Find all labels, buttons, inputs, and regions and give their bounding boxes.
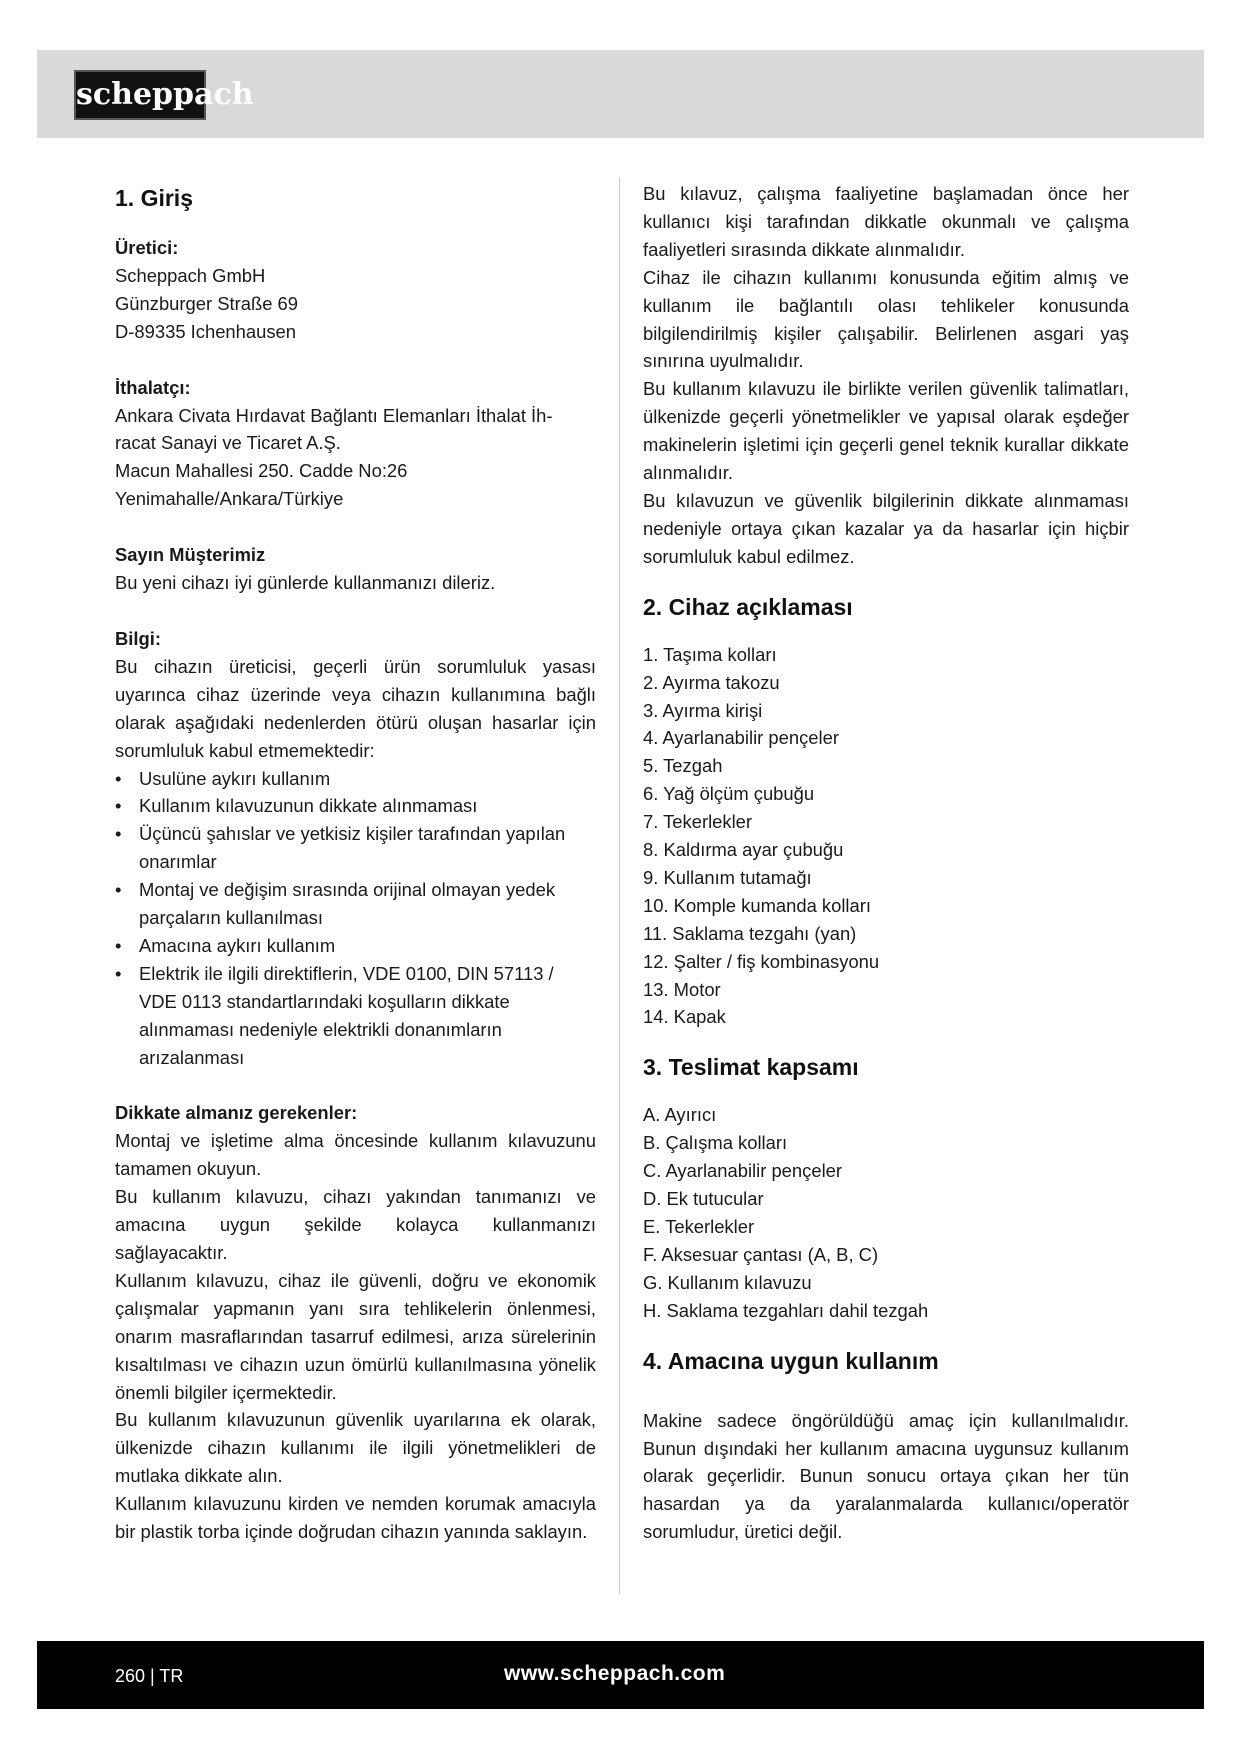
section-2-title: 2. Cihaz açıklaması <box>643 593 853 620</box>
manufacturer-label: Üretici: <box>115 237 179 258</box>
importer-line: Ankara Civata Hırdavat Bağlantı Elemanları İthalat İh- <box>115 404 553 426</box>
intro-paragraph: Bu kılavuzun ve güvenlik bilgilerinin dikkate alınmaması nedeniyle ortaya çıkan kazalar ya da hasarlar için hiçbir sorumluluk kabul edilmez. <box>643 489 1129 567</box>
list-item: C. Ayarlanabilir pençeler <box>643 1160 843 1182</box>
importer-line: Macun Mahallesi 250. Cadde No:26 <box>115 460 408 482</box>
notes-paragraph: Bu kullanım kılavuzunun güvenlik uyarılarına ek olarak, ülkenizde cihazın kullanımı ile ilgili yönetmelikleri de mutlaka dikkate alın. <box>115 1409 596 1487</box>
website-link[interactable]: www.scheppach.com <box>504 1662 726 1685</box>
manufacturer-line: D-89335 Ichenhausen <box>115 320 296 342</box>
list-item: 14. Kapak <box>643 1006 726 1028</box>
list-item: 3. Ayırma kirişi <box>643 699 763 721</box>
notes-paragraph: Kullanım kılavuzu, cihaz ile güvenli, doğru ve ekonomik çalışmalar yapmanın yanı sıra tehlikelerin önlenmesi, onarım masraflarından tasarruf edilmesi, arıza sürelerinin kısaltılması ve cihazın uzun ömürlü kullanılmasına yönelik önemli bilgiler içermektedir. <box>115 1269 596 1403</box>
list-item: 9. Kullanım tutamağı <box>643 866 812 888</box>
right-column <box>643 180 1129 1546</box>
intro-paragraph: Bu kullanım kılavuzu ile birlikte verilen güvenlik talimatları, ülkenizde geçerli yönetmelikler ve yapısal olarak eşdeğer makinelerin işletimi için geçerli genel teknik kurallar dikkate alınmalıdır. <box>643 378 1129 484</box>
list-item: B. Çalışma kolları <box>643 1132 788 1154</box>
page-number: 260 | TR <box>115 1666 184 1686</box>
header-bar <box>37 50 1204 138</box>
info-label: Bilgi: <box>115 627 161 649</box>
notes-paragraph: Kullanım kılavuzunu kirden ve nemden korumak amacıyla bir plastik torba içinde doğrudan cihazın yanında saklayın. <box>115 1493 596 1543</box>
list-item: • Üçüncü şahıslar ve yetkisiz kişiler tarafından yapılan onarımlar <box>115 820 596 876</box>
list-item: • Montaj ve değişim sırasında orijinal olmayan yedek parçaların kullanılması <box>115 876 596 932</box>
list-item: H. Saklama tezgahları dahil tezgah <box>643 1299 929 1321</box>
list-item: • Amacına aykırı kullanım <box>115 932 596 960</box>
list-item: 8. Kaldırma ayar çubuğu <box>643 839 844 861</box>
usage-text: Makine sadece öngörüldüğü amaç için kullanılmalıdır. Bunun dışındaki her kullanım amacına uygunsuz kullanım olarak geçerlidir. Bunun sonucu ortaya çıkan her tün hasardan ya da yaralanmalarda kullanıcı/operatör sorumludur, üretici değil. <box>643 1409 1129 1543</box>
importer-line: Yenimahalle/Ankara/Türkiye <box>115 488 344 510</box>
manufacturer-line: Scheppach GmbH <box>115 264 266 286</box>
list-item: 10. Komple kumanda kolları <box>643 894 871 916</box>
list-item: A. Ayırıcı <box>643 1104 717 1126</box>
notes-label: Dikkate almanız gerekenler: <box>115 1102 358 1124</box>
list-item: • Elektrik ile ilgili direktiflerin, VDE 0100, DIN 57113 / VDE 0113 standartlarındaki koşulların dikkate alınmaması nedeniyle elektrikli donanımların arızalanması <box>115 960 596 1072</box>
intro-paragraph: Cihaz ile cihazın kullanımı konusunda eğitim almış ve kullanım ile bağlantılı olası tehlikeler konusunda bilgilendirilmiş kişiler çalışabilir. Belirlenen asgari yaş sınırına uyulmalıdır. <box>643 266 1129 372</box>
list-item: 1. Taşıma kolları <box>643 643 777 665</box>
importer-line: racat Sanayi ve Ticaret A.Ş. <box>115 432 341 454</box>
list-item: • Kullanım kılavuzunun dikkate alınmaması <box>115 792 596 820</box>
list-item: 2. Ayırma takozu <box>643 671 780 693</box>
customer-label: Sayın Müşterimiz <box>115 544 266 566</box>
list-item: E. Tekerlekler <box>643 1216 755 1237</box>
left-column <box>115 180 596 1546</box>
list-item: 13. Motor <box>643 978 721 1000</box>
section-3-title: 3. Teslimat kapsamı <box>643 1054 859 1081</box>
list-item: 7. Tekerlekler <box>643 811 753 833</box>
list-item: 5. Tezgah <box>643 755 723 777</box>
intro-paragraph: Bu kılavuz, çalışma faaliyetine başlamadan önce her kullanıcı kişi tarafından dikkatle okunmalı ve çalışma faaliyetleri sırasında dikkate alınmalıdır. <box>643 183 1129 260</box>
list-item: • Usulüne aykırı kullanım <box>115 765 596 793</box>
list-item: 12. Şalter / fiş kombinasyonu <box>643 950 880 972</box>
list-item: D. Ek tutucular <box>643 1188 764 1210</box>
notes-paragraph: Montaj ve işletime alma öncesinde kullanım kılavuzunu tamamen okuyun. <box>115 1130 596 1180</box>
importer-label: İthalatçı: <box>115 376 191 398</box>
info-bullet-list <box>115 765 596 1072</box>
list-item: 6. Yağ ölçüm çubuğu <box>643 783 815 805</box>
column-divider <box>619 178 620 1594</box>
scheppach-logo: scheppach <box>74 70 206 120</box>
customer-text: Bu yeni cihazı iyi günlerde kullanmanızı dileriz. <box>115 572 496 594</box>
delivery-list <box>643 1101 1129 1324</box>
list-item: G. Kullanım kılavuzu <box>643 1271 812 1293</box>
section-4-title: 4. Amacına uygun kullanım <box>643 1347 939 1374</box>
footer-bar <box>37 1641 1204 1709</box>
info-text: Bu cihazın üreticisi, geçerli ürün sorumluluk yasası uyarınca cihaz üzerinde veya cihazın kullanımına bağlı olarak aşağıdaki nedenlerden ötürü oluşan hasarlar için sorumluluk kabul etmemektedir: <box>115 655 596 761</box>
device-parts-list <box>643 641 1129 1032</box>
list-item: F. Aksesuar çantası (A, B, C) <box>643 1243 879 1265</box>
list-item: 4. Ayarlanabilir pençeler <box>643 727 839 749</box>
notes-paragraph: Bu kullanım kılavuzu, cihazı yakından tanımanızı ve amacına uygun şekilde kolayca kullanmanızı sağlayacaktır. <box>115 1186 596 1263</box>
section-1-title: 1. Giriş <box>115 185 193 211</box>
list-item: 11. Saklama tezgahı (yan) <box>643 922 857 944</box>
manufacturer-line: Günzburger Straße 69 <box>115 292 298 314</box>
